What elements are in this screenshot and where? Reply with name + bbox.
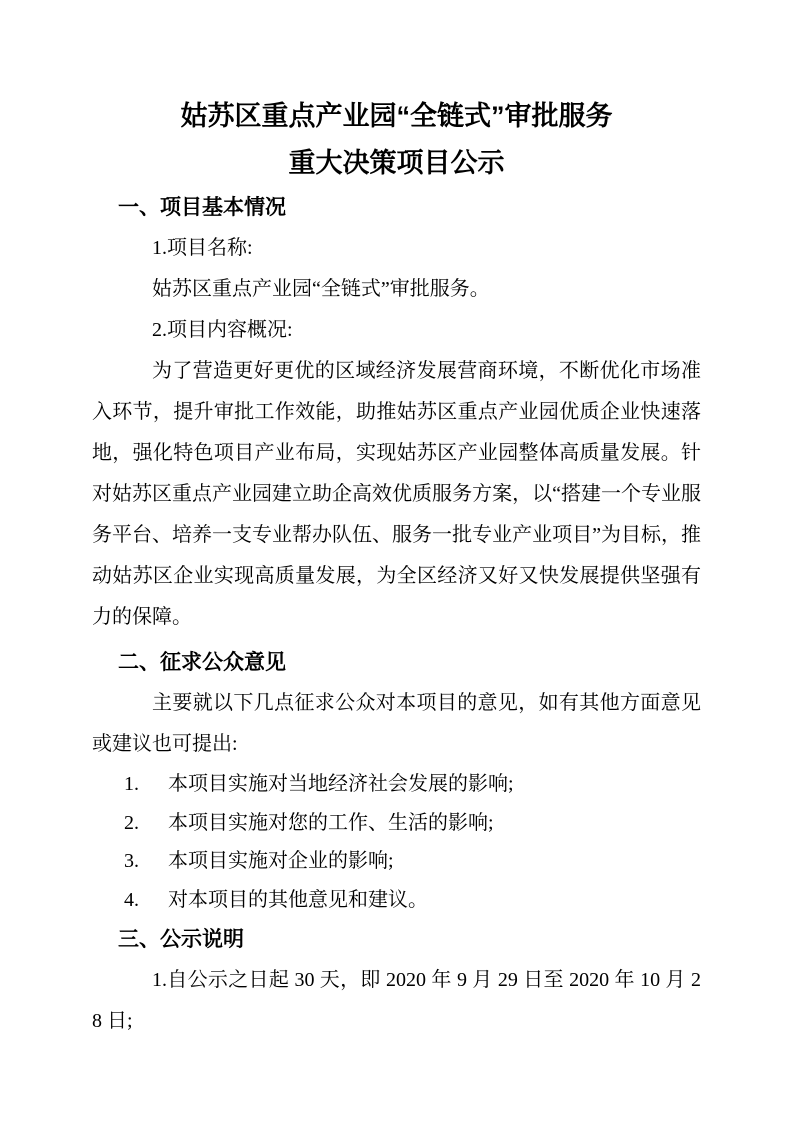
project-name-value: 姑苏区重点产业园“全链式”审批服务。 xyxy=(152,278,490,300)
project-overview-label: 2.项目内容概况: xyxy=(152,319,293,341)
list-item xyxy=(92,842,701,881)
section-2-heading: 二、征求公众意见 xyxy=(118,651,286,674)
section-3-heading: 三、公示说明 xyxy=(118,928,244,951)
list-item-number: 3. xyxy=(124,850,139,872)
list-item-number: 1. xyxy=(124,773,139,795)
project-name-label: 1.项目名称: xyxy=(152,237,253,259)
list-item-text: 本项目实施对您的工作、生活的影响; xyxy=(168,811,494,834)
document-title xyxy=(92,93,701,187)
opinion-list xyxy=(92,765,701,919)
list-item-number: 2. xyxy=(124,811,139,834)
project-overview-paragraph: 为了营造更好更优的区域经济发展营商环境，不断优化市场准入环节，提升审批工作效能，助推姑苏区重点产业园优质企业快速落地，强化特色项目产业布局，实现姑苏区产业园整体高质量发展。针对姑苏区重点产业园建立助企高效优质服务方案，以“搭建一个专业服务平台、培养一支专业帮办队伍、服务一批专业产业项目”为目标，推动姑苏区企业实现高质量发展，为全区经济又好又快发展提供坚强有力的保障。 xyxy=(92,360,701,628)
solicit-opinions-intro: 主要就以下几点征求公众对本项目的意见，如有其他方面意见或建议也可提出: xyxy=(92,692,701,755)
title-line-2: 重大决策项目公示 xyxy=(288,148,505,178)
notice-period-paragraph: 1.自公示之日起 30 天，即 2020 年 9 月 29 日至 2020 年 10 月 28 日; xyxy=(92,969,701,1032)
list-item xyxy=(92,881,701,920)
list-item-text: 本项目实施对当地经济社会发展的影响; xyxy=(168,773,514,795)
list-item xyxy=(92,804,701,843)
section-1-heading: 一、项目基本情况 xyxy=(118,196,286,219)
list-item-number: 4. xyxy=(124,888,139,911)
list-item-text: 本项目实施对企业的影响; xyxy=(168,850,394,872)
title-line-1: 姑苏区重点产业园“全链式”审批服务 xyxy=(180,101,613,131)
list-item xyxy=(92,765,701,804)
list-item-text: 对本项目的其他意见和建议。 xyxy=(168,888,428,911)
